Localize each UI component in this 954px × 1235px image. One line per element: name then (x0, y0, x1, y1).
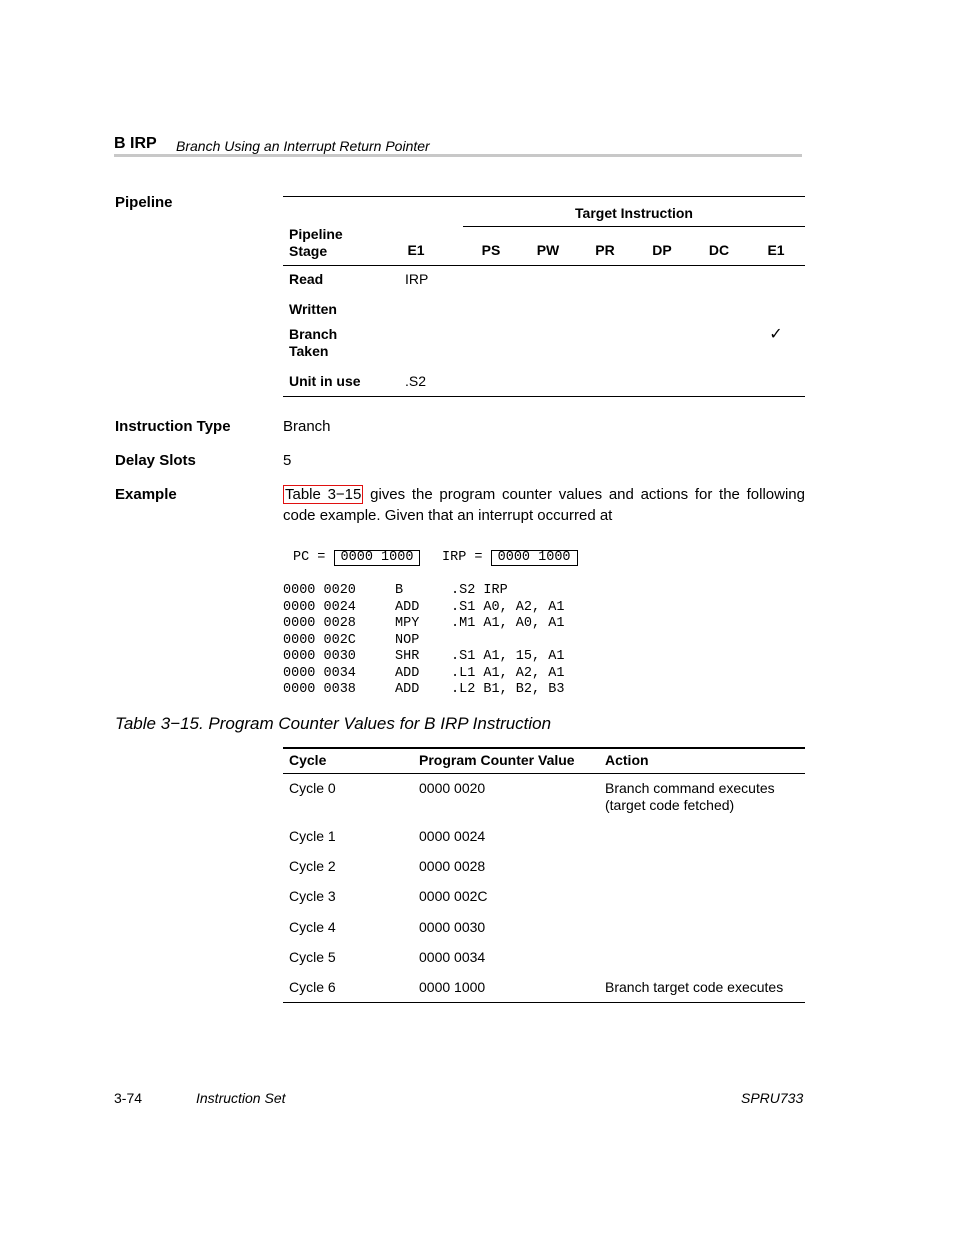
section-subtitle: Branch Using an Interrupt Return Pointer (176, 138, 430, 154)
table-row-cycle: Cycle 3 (289, 888, 336, 904)
delay-slots-value: 5 (283, 452, 292, 469)
code-line: 0000 0020 B .S2 IRP (283, 583, 508, 598)
irp-label: IRP = (442, 550, 483, 565)
section-title: B IRP (114, 135, 157, 152)
col-header-e1-target: E1 (767, 242, 785, 258)
pc-value: 0000 1000 (334, 550, 421, 566)
row-written-label: Written (289, 301, 337, 317)
pipeline-label: Pipeline (115, 194, 173, 211)
example-label: Example (115, 486, 177, 503)
code-line: 0000 0028 MPY .M1 A1, A0, A1 (283, 616, 565, 631)
table-row-cycle: Cycle 2 (289, 858, 336, 874)
footer-doc-id: SPRU733 (741, 1090, 804, 1106)
table-link[interactable]: Table 3−15 (285, 486, 362, 503)
target-header-rule (463, 226, 805, 227)
table-row-action: Branch target code executes (605, 979, 784, 995)
table-row-cycle: Cycle 1 (289, 828, 336, 844)
code-line: 0000 0030 SHR .S1 A1, 15, A1 (283, 649, 565, 664)
table-row-pc: 0000 0024 (419, 828, 486, 844)
code-line: 0000 0024 ADD .S1 A0, A2, A1 (283, 599, 565, 615)
th-cycle: Cycle (289, 752, 327, 768)
instruction-type-value: Branch (283, 418, 331, 435)
row-read-e1: IRP (405, 271, 429, 287)
table-row-cycle: Cycle 6 (289, 979, 336, 995)
col-header-dp: DP (652, 242, 672, 258)
code-line: 0000 0034 ADD .L1 A1, A2, A1 (283, 665, 565, 681)
pipeline-header-rule (283, 265, 805, 266)
table-row-cycle: Cycle 4 (289, 919, 336, 935)
table-row-pc: 0000 1000 (419, 979, 486, 995)
delay-slots-label: Delay Slots (115, 452, 196, 469)
col-header-pw: PW (536, 242, 560, 258)
pipeline-bottom-rule (283, 396, 805, 397)
table-row-pc: 0000 0020 (419, 780, 486, 796)
table-row-cycle: Cycle 5 (289, 949, 336, 965)
table-bottom-rule (283, 1002, 805, 1003)
row-branch-label-1: Branch (289, 326, 338, 342)
table-row-pc: 0000 002C (419, 888, 488, 904)
col-header-ps: PS (481, 242, 501, 258)
row-unit-label: Unit in use (289, 373, 361, 389)
table-row-pc: 0000 0030 (419, 919, 486, 935)
table-row-cycle: Cycle 0 (289, 780, 336, 796)
code-listing (283, 583, 564, 699)
th-pc: Program Counter Value (419, 752, 575, 768)
th-action: Action (605, 752, 649, 768)
table-row-pc: 0000 0034 (419, 949, 486, 965)
target-instruction-header: Target Instruction (575, 205, 693, 221)
irp-register (442, 550, 578, 566)
row-branch-label-2: Taken (289, 343, 329, 359)
table-row-pc: 0000 0028 (419, 858, 486, 874)
table-row-action: Branch command executes (605, 780, 775, 796)
header-rule (114, 154, 802, 157)
col-header-pr: PR (595, 242, 615, 258)
checkmark-icon: ✓ (769, 326, 783, 343)
example-text: gives the program counter values and actions for the following code example. Given that an interrupt occurred at (283, 486, 805, 524)
pc-label: PC = (293, 550, 326, 565)
page-number: 3-74 (114, 1090, 143, 1106)
col-header-e1: E1 (407, 242, 425, 258)
code-line: 0000 0038 ADD .L2 B1, B2, B3 (283, 682, 565, 697)
table-header-rule (283, 773, 805, 774)
irp-value: 0000 1000 (491, 550, 578, 566)
code-line: 0000 002C NOP (283, 632, 420, 648)
table-row-action-2: (target code fetched) (605, 797, 735, 813)
row-read-label: Read (289, 271, 324, 287)
stage-header-line1: Pipeline (289, 226, 343, 242)
row-unit-e1: .S2 (405, 373, 427, 389)
pipeline-top-rule (283, 196, 805, 197)
stage-header-line2: Stage (289, 243, 328, 259)
table-top-rule (283, 747, 805, 749)
pc-register (293, 550, 420, 566)
instruction-type-label: Instruction Type (115, 418, 231, 435)
table-caption: Table 3−15. Program Counter Values for B IRP Instruction (115, 714, 552, 733)
footer-section: Instruction Set (196, 1090, 286, 1106)
example-paragraph (283, 484, 805, 526)
col-header-dc: DC (708, 242, 730, 258)
